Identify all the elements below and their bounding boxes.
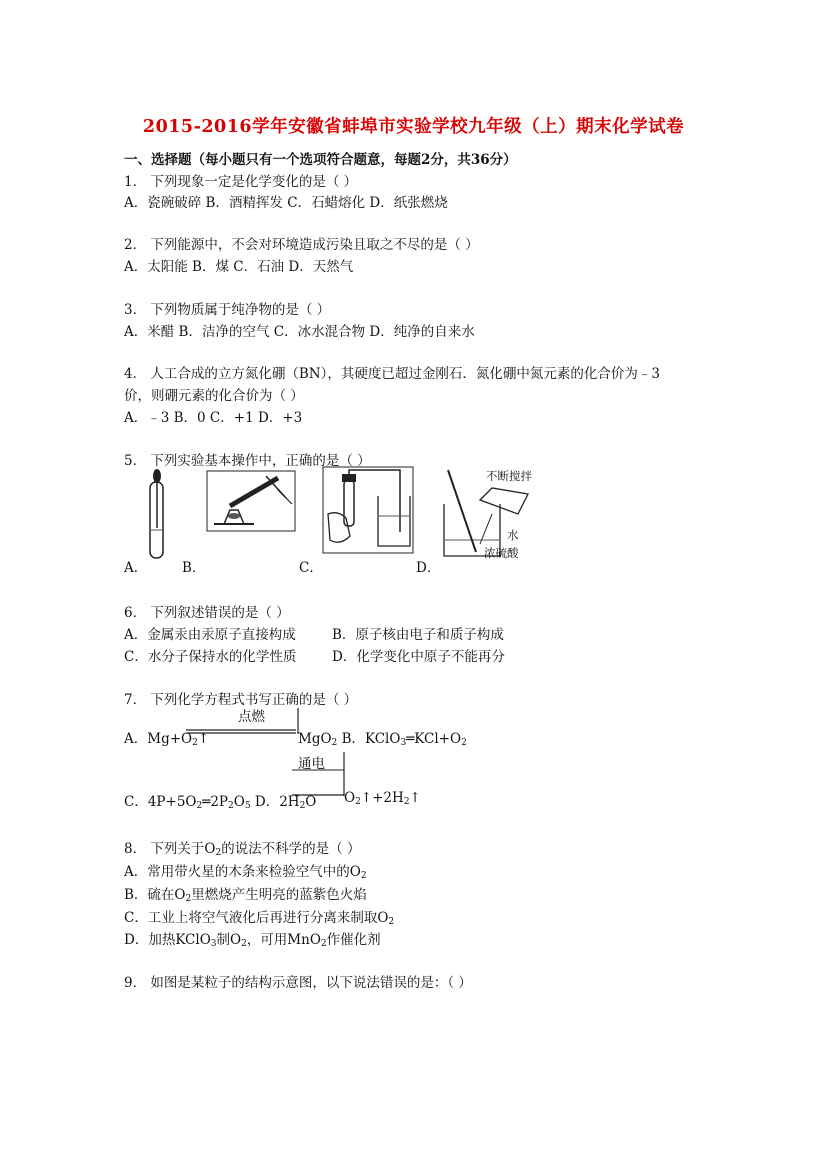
q7-a-product: MgO$_2$ B．$KClO_3═KCl+O_2$ [298,731,467,748]
q5-label-c: C． [299,560,323,576]
q6-option-a: A．金属汞由汞原子直接构成 [124,627,296,643]
q2-stem: 2． 下列能源中，不会对环境造成污染且取之不尽的是（ ） [124,237,479,253]
q7-d-products: $O_2↑+2H_2↑$ [344,790,421,807]
q9-stem: 9． 如图是某粒子的结构示意图，以下说法错误的是：（ ） [124,975,472,991]
q4-stem-line2: 价，则硼元素的化合价为（ ） [124,388,304,404]
q1-stem: 1． 下列现象一定是化学变化的是（ ） [124,174,358,190]
figure-b-heating-apparatus [206,470,296,532]
q5-label-b: B． [182,560,206,576]
figure-c-airtightness-check [322,466,414,554]
q4-stem-line1: 4． 人工合成的立方氮化硼（BN），其硬度已超过金刚石．氮化硼中氮元素的化合价为﹣3 [124,366,660,382]
q1-options: A．瓷碗破碎 B．酒精挥发 C．石蜡熔化 D．纸张燃烧 [124,195,448,211]
q7-condition-ignite: 点燃 [238,709,265,725]
q8-option-a: A．常用带火星的木条来检验空气中的$O_2$ [124,864,367,881]
q7-option-c-d: C．$4P+5O_2═2P_2O_5$ D．$2H_2O$ [124,794,317,811]
q6-option-c: C．水分子保持水的化学性质 [124,649,297,665]
q2-options: A．太阳能 B．煤 C．石油 D．天然气 [124,259,354,275]
q5-label-d: D． [416,560,441,576]
fig-d-label-stir: 不断搅拌 [486,469,532,483]
q7-option-a: A．$Mg+O_2↑$ [124,731,210,748]
fig-d-label-acid: 浓硫酸 [484,546,519,560]
page-title: 2015-2016学年安徽省蚌埠市实验学校九年级（上）期末化学试卷 [142,117,685,137]
figure-a-dropper-tube [140,468,176,566]
section-heading: 一、选择题（每小题只有一个选项符合题意，每题2分，共36分） [124,152,517,168]
q3-stem: 3． 下列物质属于纯净物的是（ ） [124,302,331,318]
q8-option-c: C．工业上将空气液化后再进行分离来制取$O_2$ [124,910,395,927]
q7-condition-electrify: 通电 [298,756,325,772]
fig-d-label-water: 水 [507,528,519,542]
q8-option-b: B．硫在$O_2$里燃烧产生明亮的蓝紫色火焰 [124,887,367,904]
q8-stem: 8． 下列关于$O_2$的说法不科学的是（ ） [124,841,361,858]
q3-options: A．米醋 B．洁净的空气 C．冰水混合物 D．纯净的自来水 [124,324,475,340]
q5-stem: 5． 下列实验基本操作中，正确的是（ ） [124,453,371,469]
q7-stem: 7． 下列化学方程式书写正确的是（ ） [124,692,358,708]
q6-option-d: D．化学变化中原子不能再分 [332,649,505,665]
q7-reaction-arrow-a [184,706,302,736]
q6-stem: 6． 下列叙述错误的是（ ） [124,605,290,621]
q5-label-a: A． [124,560,148,576]
q8-option-d: D．加热KClO$_3$制$O_2$，可用MnO$_2$作催化剂 [124,932,381,949]
q6-option-b: B．原子核由电子和质子构成 [332,627,504,643]
q4-options: A．﹣3 B．0 C．+1 D．+3 [124,410,303,426]
